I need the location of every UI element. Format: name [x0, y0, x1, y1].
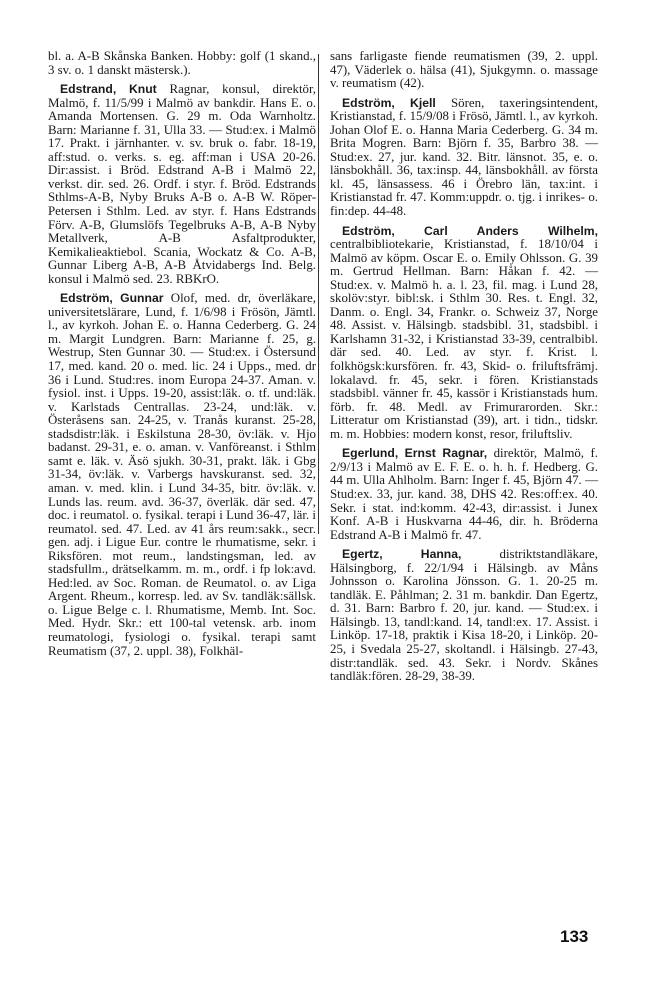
entry-given-name: Knut: [128, 82, 157, 97]
entry-given-name: Carl Anders Wilhelm,: [424, 223, 598, 238]
entry-text: sans farligaste fiende reumatismen (39, 2. uppl. 47), Väderlek o. hälsa (41), Sjukgymn. o. massage v. reumatism (42).: [330, 49, 598, 91]
entry-edstrom-gunnar: [48, 292, 316, 658]
entry-text: distriktstandläkare, Hälsingborg, f. 22/1/94 i Hälsingb. av Måns Johnsson o. Karolina Jönsson. G. 1. 20-25 m. tandläk. E. Påhlman; 2. 31 m. bankdir. Dan Egertz, d. 31. Barn: Barbro f. 20, jur. kand. — Stud:ex. i Hälsingb. 13, tandl:kand. 14, tandl:ex. 17. Assist. i Linköp. 17-18, praktik i Kisa 18-20, i Linköp. 20-25, i Svedala 25-27, skoltandl. i Hälsingb. 27-43, distr:tandläk. sed. 43. Sekr. i Nordv. Skånes tandläk:fören. 28-29, 38-39.: [330, 547, 598, 684]
entry-text: direktör, Malmö, f. 2/9/13 i Malmö av E. F. E. o. h. h. f. Hedberg. G. 44 m. Ulla Ahlholm. Barn: Inger f. 45, Björn 47. — Stud:ex. 33, jur. kand. 38, DHS 42. Res:off:ex. 40. Sekr. i stat. ind:komm. 42-43, dir:assist. i Junex Konf. A-B i Huskvarna 44-46, dir. h. Bröderna Edstrand A-B i Malmö fr. 47.: [330, 446, 598, 542]
entry-surname: Edström,: [342, 95, 395, 110]
entry-text: Olof, med. dr, överläkare, universitetslärare, Lund, f. 1/6/98 i Frösön, Jämtl. l., av kyrkoh. Johan E. o. Hanna Cederberg. G. 24 m. Margit Lundgren. Barn: Marianne f. 25, g. Westrup, Sten Gunnar 30. — Stud:ex. i Östersund 17, med. kand. 20 o. med. lic. 24 i Upps., med. dr 36 i Lund. Stud:res. inom Europa 24-37. Aman. v. fysiol. inst. i Upps. 19-20, assist:läk. o. tf. und:läk. v. Karlstads Centrallas. 23-24, und:läk. v. Österåsens san. 24-25, v. Tranås kuranst. 25-28, stadsdistr:läk. i Eskilstuna 28-30, öv:läk. v. Hjo badanst. 29-31, e. o. aman. v. Vanföreanst. i Sthlm samt e. läk. v. Äsö sjukh. 30-31, prakt. läk. i Gbg 31-34, öv:läk. v. Varbergs havskuranst. sed. 32, aman. v. med. klin. i Lund 34-35, bitr. öv:läk. v. Lunds las. reum. avd. 36-37, överläk. där sed. 47, doc. i reumatol. o. fysikal. terapi i Lund 36-47, lär. i reumatol. sed. 47. Led. av 41 års reum:sakk., secr. gen. adj. i Ligue Eur. contre le rhumatisme, sekr. i Riksfören. mot reum., landstingsman, led. av stadsfullm., drätselkamm. m. m., ordf. i fp lok:avd. Hed:led. av Soc. Roman. de Reumatol. o. av Liga Argent. Rheum., korresp. led. av Sv. tandläk:sällsk. o. Ligue Belge c. l. Rhumatisme, Memb. Int. Soc. Med. Hydr. Skr.: ett 100-tal vetensk. arb. inom reumatologi, fysiologi o. fysikal. terapi samt Reumatism (37, 2. uppl. 38), Folkhäl-: [48, 291, 316, 658]
entry-given-name: Hanna,: [420, 547, 462, 562]
entry-surname: Edström,: [60, 291, 113, 306]
entry-edstrand-knut: [48, 83, 316, 286]
entry-egertz-hanna: [330, 548, 598, 683]
column-divider: [318, 54, 319, 534]
entry-text: Sören, taxeringsintendent, Kristianstad, f. 15/9/08 i Frösö, Jämtl. l., av kyrkoh. Johan Olof E. o. Hanna Maria Cederberg. G. 34 m. Brita Mogren. Barn: Björn f. 35, Barbro 38. — Stud:ex. 27, jur. kand. 32. Bitr. länsnot. 35, e. o. länsbokhåll. 36, tax:insp. 44, länsbokhåll. av första kl. 45, länsassess. 46 i Örebro län, tax:int. i Kristianstad fr. 47. Komm:uppdr. o. tjg. i inrikes- o. fin:dep. 44-48.: [330, 95, 598, 219]
entry-continuation: [330, 50, 598, 91]
entry-given-name: Ernst Ragnar,: [404, 446, 488, 461]
entry-text: centralbibliotekarie, Kristianstad, f. 18/10/04 i Malmö av köpm. Oscar E. o. Emily Ohlsson. G. 39 m. Gertrud Hellman. Barn: Håkan f. 42. — Stud:ex. v. Malmö h. a. l. 23, fil. mag. i Lund 28, skolöv:styr. bibl:sk. i Sthlm 30. Res. t. Engl. 32, Danm. o. Engl. 34, Frankr. o. Schweiz 37, Norge 48. Assist. v. Hälsingb. stadsbibl. 31, stadsbibl. i Karlshamn 31-32, i Kristianstad 33-39, centralbibl. där sed. 40. Led. av styr. f. Krist. l. folkhögsk:kursfören. fr. 43, Skid- o. friluftsfrämj. lokalavd. fr. 45, sekr. i fören. Kristianstads stadsbibl. vänner fr. 45, kassör i Kristianstads hum. förb. fr. 48. Medl. av Frimurarorden. Skr.: Litteratur om Kristianstad (39), art. i tidn., tidskr. m. m. Hobbies: modern konst, resor, friluftsliv.: [330, 237, 598, 441]
entry-edstrom-kjell: [330, 97, 598, 219]
right-column: [330, 50, 598, 690]
entry-edstrom-wilhelm: [330, 225, 598, 442]
entry-continuation: [48, 50, 316, 77]
entry-egerlund-ragnar: [330, 447, 598, 542]
entry-surname: Edstrand,: [60, 82, 117, 97]
entry-surname: Edström,: [342, 223, 395, 238]
left-column: [48, 50, 316, 664]
entry-given-name: Gunnar: [120, 291, 164, 306]
entry-given-name: Kjell: [410, 95, 436, 110]
entry-surname: Egerlund,: [342, 446, 399, 461]
entry-surname: Egertz,: [342, 547, 383, 562]
entry-text: bl. a. A-B Skånska Banken. Hobby: golf (1 skand., 3 sv. o. 1 danskt mästersk.).: [48, 49, 316, 77]
entry-text: Ragnar, konsul, direktör, Malmö, f. 11/5/99 i Malmö av bankdir. Hans E. o. Amanda Mortensen. G. 29 m. Oda Warnholtz. Barn: Marianne f. 31, Ulla 33. — Stud:ex. i Malmö 17. Prakt. i järnhanter. v. sv. bruk o. fabr. 18-19, aff:stud. o. verks. s. eg. aff:man i USA 20-26. Dir:assist. i Bröd. Edstrand A-B i Malmö 22, verkst. dir. sed. 26. Ordf. i styr. f. Bröd. Edstrands Sthlms-A-B, Nyby Bruks A-B o. A-B W. Röper-Petersen i Sthlm. Led. av styr. f. Hans Edstrands Förv. A-B, Glumslöfs Tegelbruks A-B, A-B Nyby Metallverk, A-B Asfaltprodukter, Kemikalieaktiebol. Scania, Wockatz & Co. A-B, Gunnar Liberg A-B, A-B Åtvidabergs Ind. Belg. konsul i Malmö sed. 23. RBKrO.: [48, 82, 316, 286]
page-number: 133: [560, 927, 589, 946]
